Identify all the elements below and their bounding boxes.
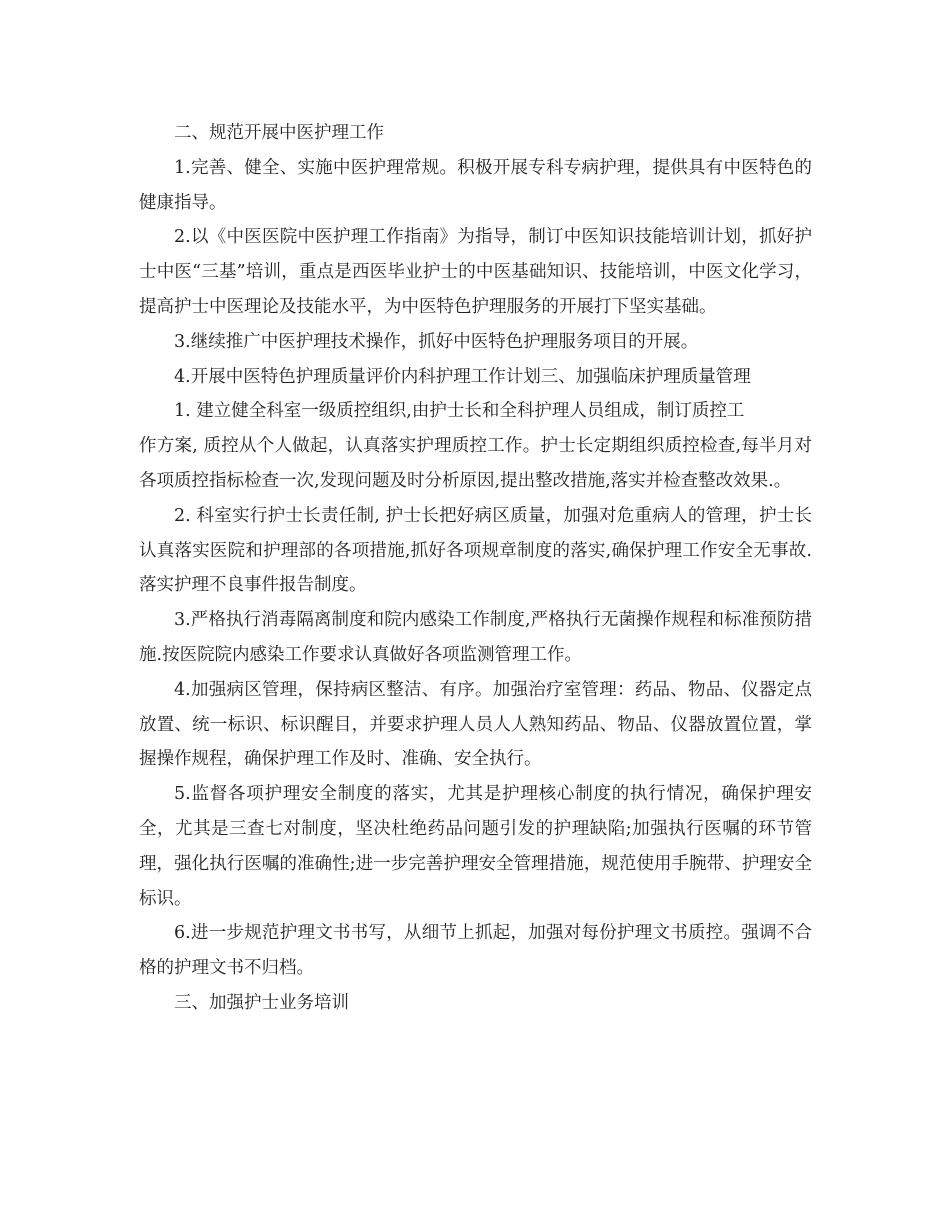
document-body: [139, 116, 812, 1021]
paragraph-quality-item-1: 1. 建立健全科室一级质控组织,由护士长和全科护理人员组成，制订质控工: [174, 401, 745, 422]
paragraph-quality-item-1-continued: 作方案, 质控从个人做起，认真落实护理质控工作。护士长定期组织质控检查,每半月对各项质控指标检查一次,发现问题及时分析原因,提出整改措施,落实并检查整改效果.。: [139, 436, 812, 491]
paragraph-item-2: 2.以《中医医院中医护理工作指南》为指导，制订中医知识技能培训计划，抓好护士中医“三基”培训，重点是西医毕业护士的中医基础知识、技能培训，中医文化学习，提高护士中医理论及技能水平，为中医特色护理服务的开展打下坚实基础。: [139, 227, 812, 317]
paragraph-quality-item-4: 4.加强病区管理，保持病区整洁、有序。加强治疗室管理：药品、物品、仪器定点放置、统一标识、标识醒目，并要求护理人员人人熟知药品、物品、仪器放置位置，掌握操作规程，确保护理工作及时、准确、安全执行。: [139, 679, 812, 770]
paragraph-quality-item-3: 3.严格执行消毒隔离制度和院内感染工作制度,严格执行无菌操作规程和标准预防措施.按医院院内感染工作要求认真做好各项监测管理工作。: [139, 610, 812, 665]
paragraph-item-1: 1.完善、健全、实施中医护理常规。积极开展专科专病护理，提供具有中医特色的健康指导。: [139, 157, 812, 213]
paragraph-quality-item-5: 5.监督各项护理安全制度的落实，尤其是护理核心制度的执行情况，确保护理安全，尤其是三查七对制度，坚决杜绝药品问题引发的护理缺陷;加强执行医嘱的环节管理，强化执行医嘱的准确性;进一步完善护理安全管理措施，规范使用手腕带、护理安全标识。: [139, 784, 812, 909]
paragraph-item-3: 3.继续推广中医护理技术操作，抓好中医特色护理服务项目的开展。: [174, 331, 699, 352]
section-heading-3: 三、加强护士业务培训: [174, 992, 349, 1013]
paragraph-item-4: 4.开展中医特色护理质量评价内科护理工作计划三、加强临床护理质量管理: [174, 366, 751, 387]
paragraph-quality-item-2: 2. 科室实行护士长责任制, 护士长把好病区质量，加强对危重病人的管理，护士长认真落实医院和护理部的各项措施,抓好各项规章制度的落实,确保护理工作安全无事故.落实护理不良事件报告制度。: [139, 505, 812, 596]
paragraph-quality-item-6: 6.进一步规范护理文书书写，从细节上抓起，加强对每份护理文书质控。强调不合格的护理文书不归档。: [139, 923, 812, 979]
section-heading-2: 二、规范开展中医护理工作: [174, 123, 384, 143]
